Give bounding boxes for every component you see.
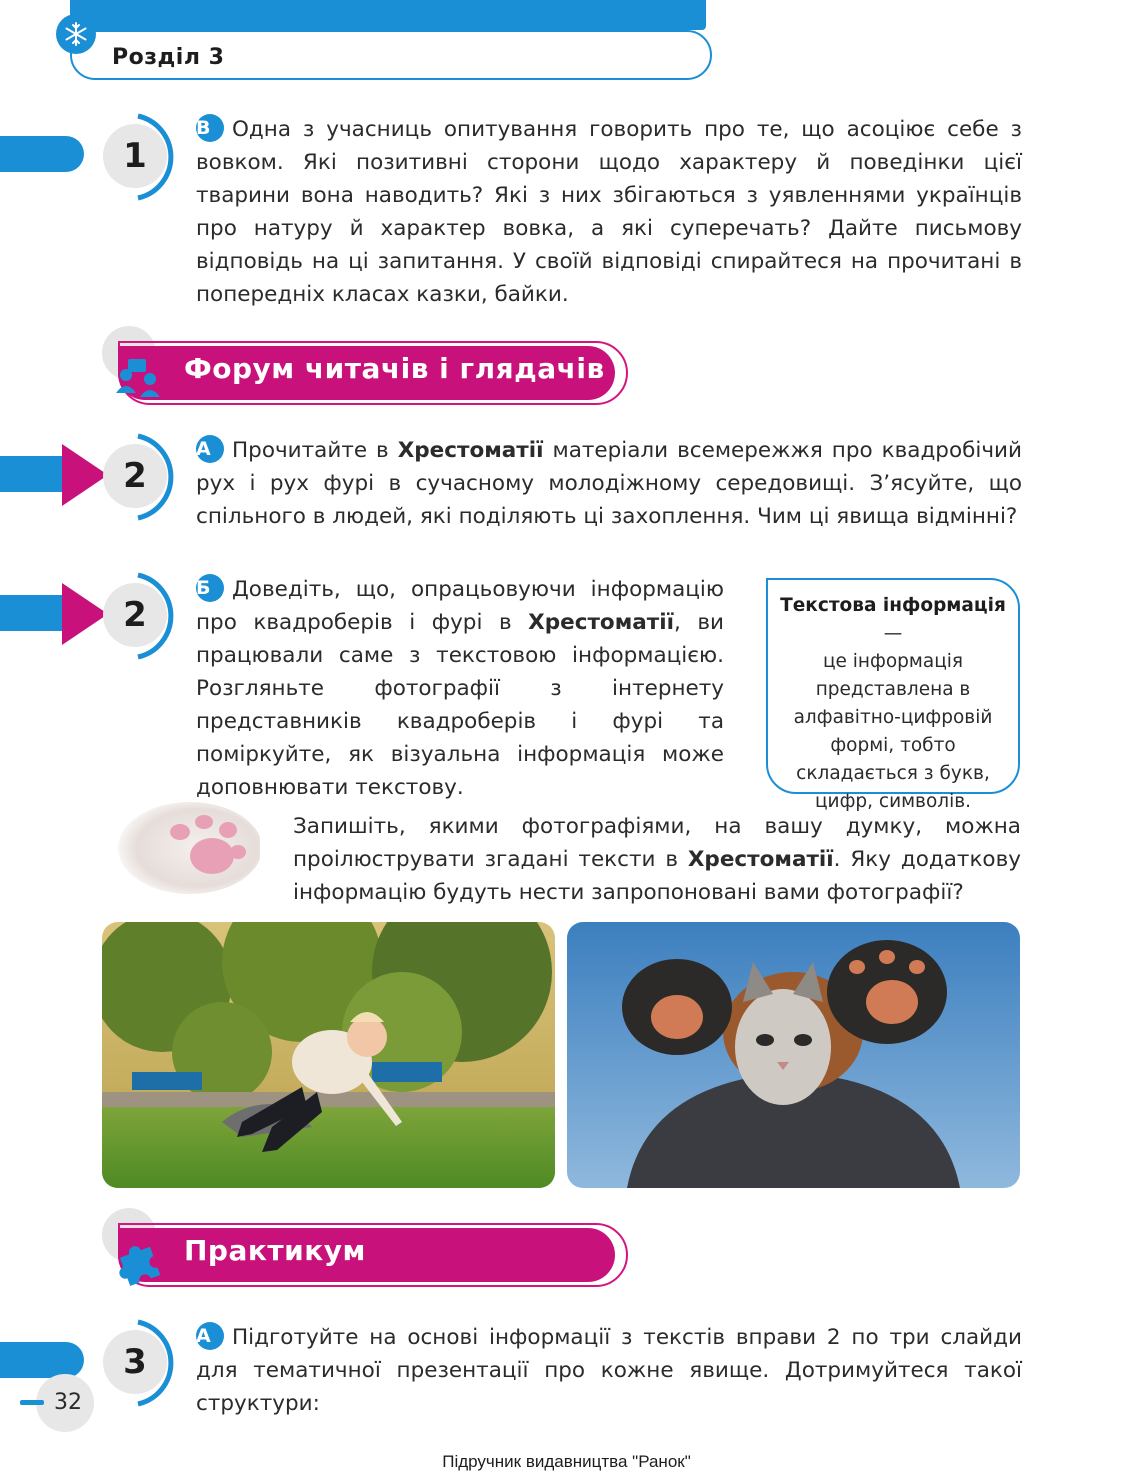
task2b-continued-text [293, 810, 1021, 909]
task2b-text [196, 573, 724, 804]
task3-text [196, 1321, 1022, 1420]
section-title: Форум читачів і глядачів [184, 352, 605, 385]
puzzle-icon [114, 1233, 168, 1287]
task-marker-2a [0, 432, 200, 532]
definition-dash: — [883, 623, 903, 644]
section-forum [100, 326, 640, 416]
task-number: 2 [103, 583, 167, 647]
task1-body: Одна з учасниць опитування говорить про те, що асоціює себе з вовком. Які позитивні сторони щодо характеру й поведінки цієї тварини вона наводить? Які з них збігаються з уявленнями українців про натуру й характер вовка, а які суперечать? Дайте письмову відповідь на ці запитання. У своїй відповіді спирайтеся на прочитані в попередніх класах казки, байки. [196, 117, 1022, 307]
section-practicum [100, 1208, 640, 1298]
bold-term: Хрестоматії [528, 610, 674, 635]
text-run: матеріали всемережжя про квадробічий рух і рух фурі в сучасному молодіжному середовищі. З’ясуйте, що спільного в людей, які поділяють ці захоплення. Чим ці явища відмінні? [196, 438, 1022, 529]
marker-bar [0, 136, 84, 172]
marker-arrow [0, 581, 110, 647]
text-run: Доведіть, що, опрацьовуючи інформацію про квадроберів і фурі в [196, 577, 724, 635]
definition-term: Текстова інформація [780, 595, 1006, 616]
task2a-text [196, 434, 1022, 533]
level-badge: А [196, 1322, 224, 1350]
task-marker-1 [0, 112, 200, 212]
task-number: 2 [103, 444, 167, 508]
page-number-dash [20, 1400, 44, 1405]
bold-term: Хрестоматії [397, 438, 544, 463]
text-run: . Яку додаткову інформацію будуть нести запропоновані вами фотографії? [293, 847, 1021, 905]
definition-body: це інформація представлена в алфавітно-цифровій формі, тобто складається з букв, цифр, символів. [793, 651, 993, 812]
text-run: Прочитайте в [232, 438, 398, 463]
publisher-footer: Підручник видавництва "Ранок" [442, 1452, 691, 1471]
level-badge: В [196, 114, 224, 142]
task3-body: Підготуйте на основі інформації з текстів вправи 2 по три слайди для тематичної презентації про кожне явище. Дотримуйтеся такої структури: [196, 1325, 1022, 1416]
level-badge: Б [196, 574, 224, 602]
page-number: 32 [54, 1390, 82, 1415]
readers-icon [114, 351, 168, 405]
task-marker-2b [0, 571, 200, 671]
level-badge: А [196, 435, 224, 463]
task1-text [196, 113, 1022, 311]
cat-paw-image [100, 800, 260, 896]
photo-cat-mask-boy [567, 922, 1020, 1188]
photo-quadrober-girl [102, 922, 555, 1188]
task-number: 1 [103, 124, 167, 188]
text-run: Запишіть, якими фотографіями, на вашу думку, можна проілюструвати згадані тексти в [293, 814, 1021, 872]
marker-arrow [0, 442, 110, 508]
section-title: Практикум [184, 1234, 366, 1267]
bold-term: Хрестоматії [687, 847, 834, 872]
text-run: , ви працювали саме з текстовою інформацією. Розгляньте фотографії з інтернету представників квадроберів і фурі та поміркуйте, як візуальна інформація може доповнювати текстову. [196, 610, 724, 800]
section-label: Розділ 3 [112, 45, 225, 70]
marker-bar [0, 1342, 84, 1378]
task-number: 3 [103, 1330, 167, 1394]
snowflake-icon [56, 14, 96, 54]
definition-box [766, 578, 1020, 812]
header-band [70, 0, 706, 30]
